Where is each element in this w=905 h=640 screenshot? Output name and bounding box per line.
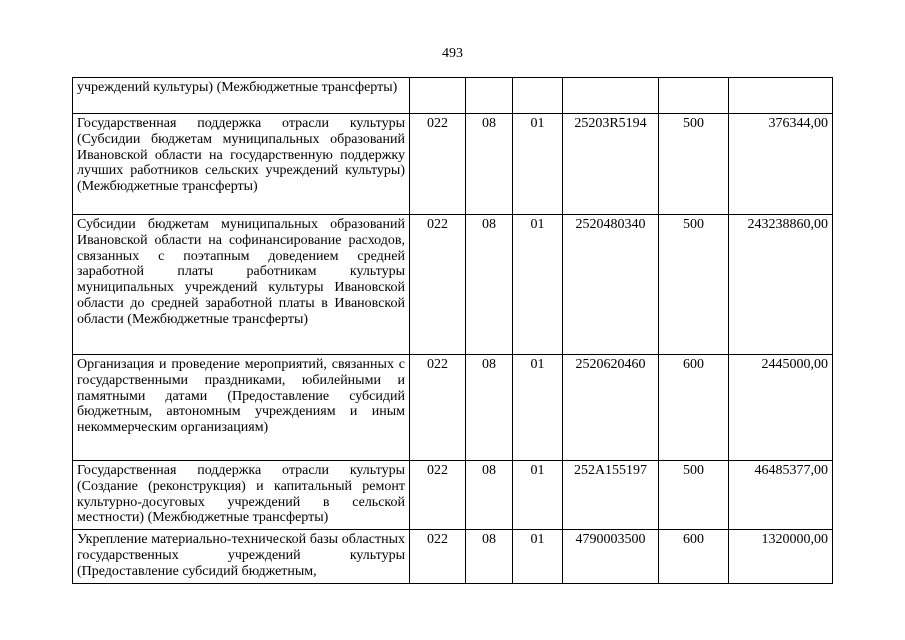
table-row: [73, 78, 833, 114]
table-row: [73, 530, 833, 584]
expense-type-code: 600: [659, 530, 729, 584]
target-article-code: 2520620460: [563, 355, 659, 461]
section-code: 08: [466, 530, 513, 584]
amount: 2445000,00: [729, 355, 833, 461]
section-code: 08: [466, 114, 513, 215]
subsection-code: 01: [513, 461, 563, 530]
subsection-code: 01: [513, 530, 563, 584]
table-row: [73, 355, 833, 461]
row-description: Организация и проведение мероприятий, связанных с государственными праздниками, юбилейными и памятными датами (Предоставление субсидий бюджетным, автономным учреждениям и иным некоммерческим организациям): [73, 355, 410, 461]
row-description: Государственная поддержка отрасли культуры (Субсидии бюджетам муниципальных образований Ивановской области на государственную поддержку лучших работников сельских учреждений культуры) (Межбюджетные трансферты): [73, 114, 410, 215]
ministry-code: 022: [410, 215, 466, 355]
row-description: Субсидии бюджетам муниципальных образований Ивановской области на софинансирование расходов, связанных с поэтапным доведением средней заработной платы работникам культуры муниципальных учреждений культуры Ивановской области до средней заработной платы в Ивановской области (Межбюджетные трансферты): [73, 215, 410, 355]
expense-type-code: 500: [659, 114, 729, 215]
target-article-code: 2520480340: [563, 215, 659, 355]
expense-type-code: [659, 78, 729, 114]
section-code: 08: [466, 355, 513, 461]
ministry-code: 022: [410, 355, 466, 461]
table-row: [73, 215, 833, 355]
section-code: 08: [466, 215, 513, 355]
row-description: Укрепление материально-технической базы областных государственных учреждений культуры (Предоставление субсидий бюджетным,: [73, 530, 410, 584]
table-row: [73, 461, 833, 530]
expense-type-code: 600: [659, 355, 729, 461]
amount: 1320000,00: [729, 530, 833, 584]
row-description: Государственная поддержка отрасли культуры (Создание (реконструкция) и капитальный ремонт культурно-досуговых учреждений в сельской местности) (Межбюджетные трансферты): [73, 461, 410, 530]
amount: 46485377,00: [729, 461, 833, 530]
subsection-code: 01: [513, 114, 563, 215]
target-article-code: 252A155197: [563, 461, 659, 530]
target-article-code: 4790003500: [563, 530, 659, 584]
amount: 243238860,00: [729, 215, 833, 355]
ministry-code: 022: [410, 114, 466, 215]
target-article-code: 25203R5194: [563, 114, 659, 215]
subsection-code: [513, 78, 563, 114]
ministry-code: 022: [410, 530, 466, 584]
row-description: учреждений культуры) (Межбюджетные трансферты): [73, 78, 410, 114]
section-code: [466, 78, 513, 114]
section-code: 08: [466, 461, 513, 530]
table-row: [73, 114, 833, 215]
target-article-code: [563, 78, 659, 114]
amount: 376344,00: [729, 114, 833, 215]
page-number: 493: [442, 46, 463, 61]
budget-table: [72, 77, 833, 584]
expense-type-code: 500: [659, 461, 729, 530]
subsection-code: 01: [513, 215, 563, 355]
amount: [729, 78, 833, 114]
subsection-code: 01: [513, 355, 563, 461]
ministry-code: 022: [410, 461, 466, 530]
expense-type-code: 500: [659, 215, 729, 355]
ministry-code: [410, 78, 466, 114]
